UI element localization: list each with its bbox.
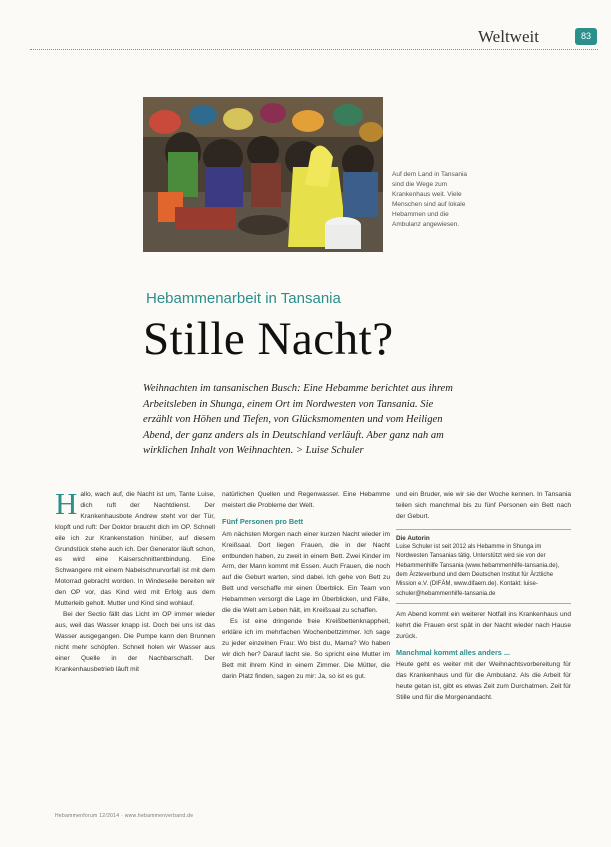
subheading: Fünf Personen pro Bett <box>222 516 304 526</box>
women-group-illustration <box>143 97 383 252</box>
article-headline: Stille Nacht? <box>143 313 394 365</box>
body-paragraph: und ein Bruder, wie wir sie der Woche kennen. In Tansania teilen sich manchmal bis zu fünf Personen ein Bett nach der Geburt. <box>396 491 571 520</box>
photo-caption: Auf dem Land in Tansania sind die Wege zum Krankenhaus weit. Viele Menschen sind auf lokale Hebammen und die Ambulanz angewiesen. <box>392 171 468 228</box>
text-column-2 <box>222 490 390 682</box>
body-paragraph: Es ist eine dringende freie Kreißbettenknappheit, erkläre ich im mehrfachen Wochenbettzimmer. Ich sage zu jeder einzelnen Frau: Wo bist du, Mama? Wo haben wir dich her? Darauf lacht sie. So spricht eine Mutter im Bett mit ihrem Kind in einem Zimmer. Die Mütter, die darin Platz finden, sagen zu mir: Ja, so ist es gut. <box>222 617 390 680</box>
body-paragraph: natürlichen Quellen und Regenwasser. Eine Hebamme meistert die Probleme der Welt. <box>222 491 390 509</box>
page-footer: Hebammenforum 12/2014 · www.hebammenverband.de <box>55 813 194 819</box>
section-heading: Weltweit <box>478 27 539 46</box>
subheading: Manchmal kommt alles anders ... <box>396 647 510 657</box>
body-paragraph: Am nächsten Morgen nach einer kurzen Nacht wieder im Kreißsaal. Dort liegen Frauen, die in der Nacht entbunden haben, zu zweit in einem Bett. Zwei Kinder im Arm, der Mann kommt mit Essen. Auch Frauen, die noch auf die Geburt warten, sind dabei. Ich gehe von Bett zu Bett und verschaffe mir einen Überblick. Ein Team von Hebammen versorgt die Lage im Überblicken, und Fälle, die die Welt am Leben hält, im Kreißsaal zu schaffen. <box>222 530 390 615</box>
info-box-text: Luise Schuler ist seit 2012 als Hebamme in Shunga im Nordwesten Tansanias tätig. Unterstützt wird sie von der Hebammenhilfe Tansania (www.hebammenhilfe-tansania.de), dem Ärzteverbund und dem Deutschen Institut für Ärztliche Mission e.V. (DIFÄM, www.difaem.de). Kontakt: luise-schuler@hebammenhilfe-tansania.de <box>396 544 560 597</box>
drop-cap: H <box>55 486 78 521</box>
article-lede: Weihnachten im tansanischen Busch: Eine Hebamme berichtet aus ihrem Arbeitsleben in Shunga, einem Ort im Nordwesten von Tansania. Sie erzählt von Höhen und Tiefen, von Glücksmomenten und vom Heiligen Abend, der ganz anders als in Deutschland verläuft. Aber ganz nah am wirklichen Inhalt von Weihnachten. > Luise Schuler <box>143 383 453 456</box>
text-column-3 <box>396 490 571 704</box>
page-number-badge: 83 <box>575 28 597 45</box>
info-box-title: Die Autorin <box>396 534 430 542</box>
header-rule <box>30 49 598 50</box>
author-info-box <box>396 529 571 604</box>
body-paragraph: allo, wach auf, die Nacht ist um, Tante Luise, dich ruft der Nachtdienst. Der Krankenhausbote Andrew steht vor der Tür, klopft und ruft: Der Doktor braucht dich im OP. Schnell eile ich zur Krankenstation hinüber, auf diesem Grundstück stehe auch ich. Der Generator läuft schon, es wird eine Kaiserschnittentbindung. Eine Schwangere mit einem Nabelschnurvorfall ist mit dem Motorrad gebracht worden. In Windeseile bereiten wir den OP vor, das Kind wird mit Erfolg aus dem Mutterleib geholt. Mutter und Kind sind wohlauf. <box>55 491 215 608</box>
body-paragraph: Bei der Sectio fällt das Licht im OP immer wieder aus, weil das Wasser knapp ist. Doch bei uns ist das Wasser ausgegangen. Die Pumpe kann den Brunnen nicht mehr schöpfen. Schnell holen wir Wasser aus einer Quelle in der Nachbarschaft. Der Krankenhausbetrieb läuft mit <box>55 610 215 673</box>
article-kicker: Hebammenarbeit in Tansania <box>146 290 341 307</box>
article-photo <box>143 97 383 252</box>
body-paragraph: Am Abend kommt ein weiterer Notfall ins Krankenhaus und kehrt die Frauen erst spät in der Nacht wieder nach Hause zurück. <box>396 610 571 640</box>
text-column-1 <box>55 486 215 675</box>
body-paragraph: Heute geht es weiter mit der Weihnachtsvorbereitung für das Krankenhaus und für die Ambulanz. Als die Arbeit für heute getan ist, gibt es etwas Zeit zum Durchatmen. Zeit für Stille und für die Morgenandacht. <box>396 661 571 702</box>
